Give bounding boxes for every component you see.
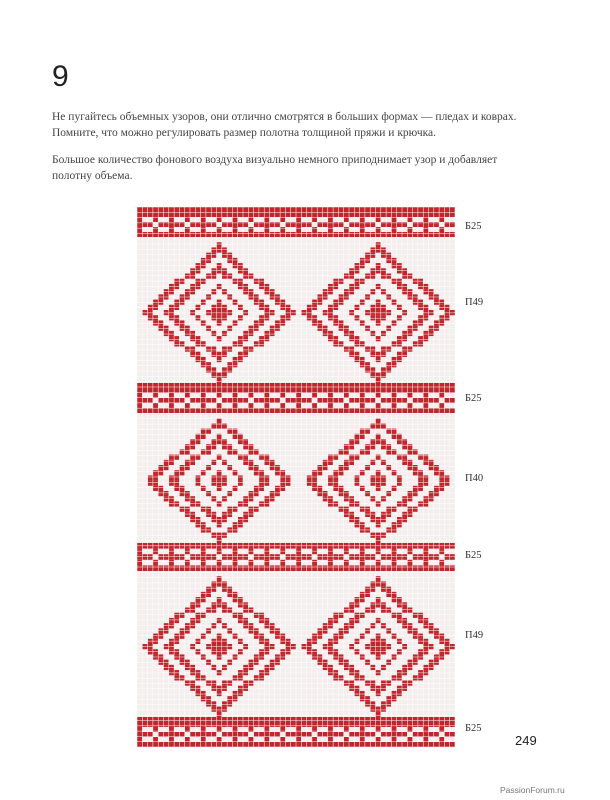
band-label-4: П40 xyxy=(465,473,484,484)
intro-text xyxy=(52,110,532,196)
crochet-chart xyxy=(137,207,455,747)
page-number: 249 xyxy=(515,733,537,748)
section-number: 9 xyxy=(52,60,69,93)
band-label-6: П49 xyxy=(465,630,484,641)
watermark: PassionForum.ru xyxy=(500,785,565,795)
band-label-3: Б25 xyxy=(465,393,482,404)
band-label-5: Б25 xyxy=(465,550,482,561)
intro-paragraph-2: Большое количество фонового воздуха визуально немного приподнимает узор и добавляет полотну объема. xyxy=(52,154,498,182)
band-label-2: П49 xyxy=(465,297,484,308)
band-label-1: Б25 xyxy=(465,221,482,232)
intro-paragraph-1: Не пугайтесь объемных узоров, они отлично смотрятся в больших формах — пледах и коврах. Помните, что можно регулировать размер полотна толщиной пряжи и крючка. xyxy=(52,111,517,139)
crochet-chart-svg xyxy=(137,207,455,747)
band-label-7: Б25 xyxy=(465,723,482,734)
